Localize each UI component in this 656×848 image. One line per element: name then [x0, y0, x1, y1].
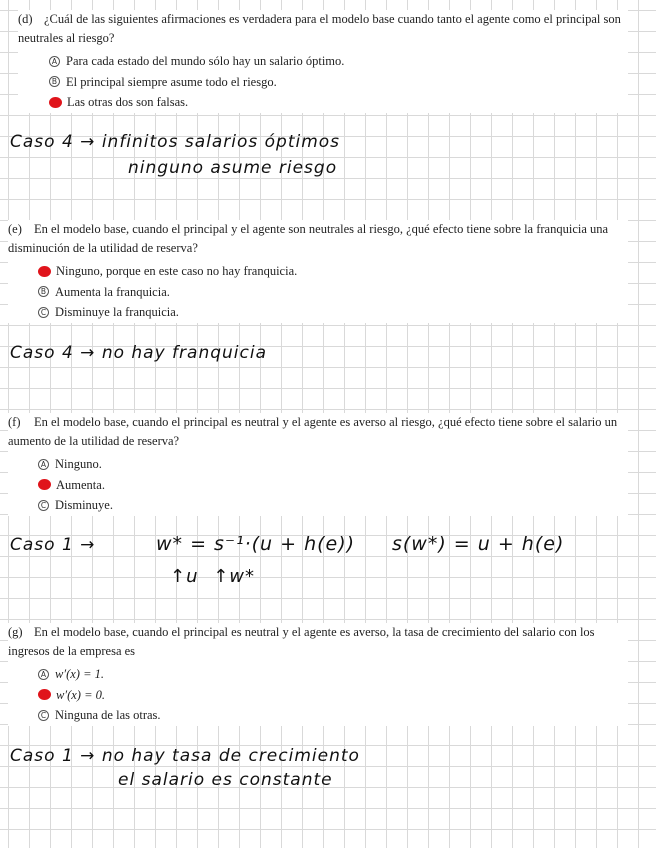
question-g — [8, 623, 628, 726]
option-a[interactable] — [38, 664, 628, 685]
radio-b-icon[interactable]: B — [49, 76, 60, 87]
handwritten-note-d2: ninguno asume riesgo — [128, 158, 338, 178]
handwritten-note-f-case: Caso 1 → — [10, 535, 96, 555]
option-text: Aumenta la franquicia. — [55, 284, 170, 299]
handwritten-note-g2: el salario es constante — [118, 770, 333, 790]
option-b[interactable] — [38, 475, 628, 496]
handwritten-note-g1: Caso 1 → no hay tasa de crecimiento — [10, 746, 360, 766]
option-c[interactable] — [38, 705, 628, 726]
options-list — [8, 661, 628, 726]
selected-mark-icon[interactable] — [49, 97, 62, 108]
radio-a-icon[interactable]: A — [38, 669, 49, 680]
option-text: Ninguno. — [55, 457, 102, 471]
option-c[interactable] — [38, 495, 628, 516]
option-text: Disminuye. — [55, 498, 113, 512]
radio-a-icon[interactable]: A — [49, 56, 60, 67]
question-e — [8, 220, 628, 323]
option-text: Para cada estado del mundo sólo hay un salario óptimo. — [66, 54, 345, 68]
question-text: En el modelo base, cuando el principal es neutral y el agente es averso al riesgo, ¿qué efecto tiene sobre el salario un aumento de la utilidad de reserva? — [8, 415, 618, 448]
question-d — [18, 10, 628, 113]
question-label: (d) — [18, 12, 33, 26]
option-text: Ninguno, porque en este caso no hay franquicia. — [56, 264, 298, 278]
option-a[interactable] — [38, 454, 628, 475]
selected-mark-icon[interactable] — [38, 689, 51, 700]
handwritten-equation-1: w* = s⁻¹·(u + h(e)) — [156, 533, 356, 555]
radio-b-icon[interactable]: B — [38, 286, 49, 297]
option-a[interactable] — [38, 261, 628, 282]
radio-c-icon[interactable]: C — [38, 307, 49, 318]
radio-c-icon[interactable]: C — [38, 500, 49, 511]
options-list — [8, 451, 628, 516]
option-c[interactable] — [38, 302, 628, 323]
question-label: (f) — [8, 415, 21, 429]
options-list — [18, 48, 628, 113]
option-a[interactable] — [49, 51, 628, 72]
radio-c-icon[interactable]: C — [38, 710, 49, 721]
option-text: Ninguna de las otras. — [55, 708, 161, 722]
question-text: ¿Cuál de las siguientes afirmaciones es verdadera para el modelo base cuando tanto el agente como el principal son neutrales al riesgo? — [18, 12, 621, 45]
option-text: w′(x) = 1. — [55, 667, 105, 681]
option-text: Disminuye la franquicia. — [55, 305, 179, 319]
question-f — [8, 413, 628, 516]
selected-mark-icon[interactable] — [38, 479, 51, 490]
question-text: En el modelo base, cuando el principal es neutral y el agente es averso, la tasa de crecimiento del salario con los ingresos de la empresa es — [8, 625, 595, 658]
question-text: En el modelo base, cuando el principal y el agente son neutrales al riesgo, ¿qué efecto tiene sobre la franquicia una disminución de la utilidad de reserva? — [8, 222, 609, 255]
handwritten-equation-2: s(w*) = u + h(e) — [392, 533, 565, 555]
option-text: w′(x) = 0. — [56, 687, 106, 702]
option-text: Las otras dos son falsas. — [67, 95, 189, 109]
option-b[interactable] — [38, 685, 628, 706]
option-text: Aumenta. — [56, 477, 105, 492]
option-b[interactable] — [49, 72, 628, 93]
handwritten-note-e1: Caso 4 → no hay franquicia — [10, 343, 267, 363]
option-c[interactable] — [49, 92, 628, 113]
selected-mark-icon[interactable] — [38, 266, 51, 277]
handwritten-note-d1: Caso 4 → infinitos salarios óptimos — [10, 132, 341, 152]
radio-a-icon[interactable]: A — [38, 459, 49, 470]
option-text: El principal siempre asume todo el riesgo. — [66, 74, 277, 89]
options-list — [8, 258, 628, 323]
handwritten-arrows: ↑u ↑w* — [170, 566, 256, 587]
question-label: (e) — [8, 222, 22, 236]
option-b[interactable] — [38, 282, 628, 303]
question-label: (g) — [8, 625, 23, 639]
